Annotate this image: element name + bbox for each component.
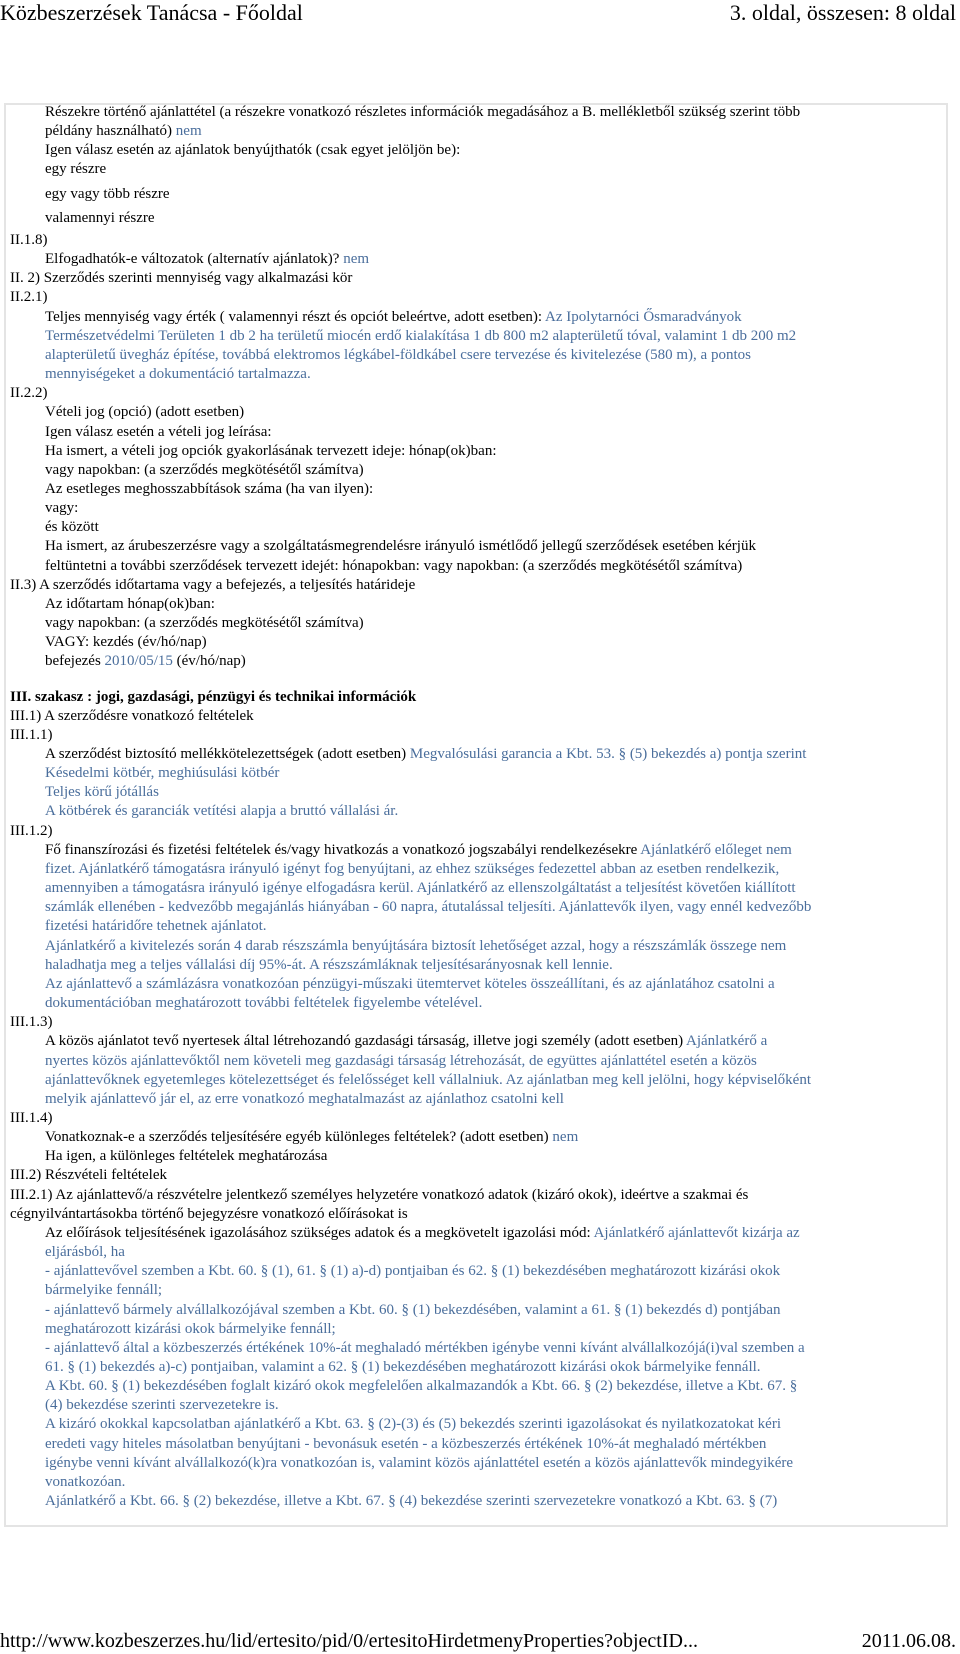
document-line [10,726,945,745]
line-value: fizetési határidőre tehetnek ajánlatot. [45,918,267,935]
line-text: egy részre [45,161,107,178]
document-line [10,783,945,802]
source-url: http://www.kozbeszerzes.hu/lid/ertesito/pid/0/ertesitoHirdetmenyProperties?objectID... [0,1630,698,1652]
line-text: valamennyi részre [45,209,155,226]
line-value: bármelyike fennáll; [45,1282,163,1299]
document-line [10,1454,945,1473]
line-value: Megvalósulási garancia a Kbt. 53. § (5) bekezdés a) pontja szerint [409,746,807,762]
document-line [10,1358,945,1377]
line-value: ajánlattevőknek egyetemleges kötelezettséget és felelősséget kell vállalniuk. Az ajánlatban meg kell jelölni, hogy képviselőként [45,1071,811,1088]
document-line [10,860,945,879]
print-date: 2011.06.08. [861,1630,956,1652]
document-line [10,576,945,595]
document-line [10,327,945,346]
document-line [10,1147,945,1166]
line-text: Fő finanszírozási és fizetési feltételek és/vagy hivatkozás a vonatkozó jogszabályi rendelkezésekre [45,841,641,858]
document-line [10,994,945,1013]
document-body [10,103,945,1511]
line-value: Ajánlatkérő ajánlattevőt kizárja az [593,1224,800,1241]
document-line [10,141,945,160]
document-line [10,1435,945,1454]
line-value: A kötbérek és garanciák vetítési alapja a bruttó vállalási ár. [45,803,399,820]
line-text: vagy napokban: (a szerződés megkötésétől számítva) [45,461,364,478]
document-line [10,707,945,726]
line-value: A kizáró okokkal kapcsolatban ajánlatkérő a Kbt. 63. § (2)-(3) és (5) bekezdés szerinti igazolásokat és nyilatkozatokat kéri [45,1416,781,1433]
document-line [10,185,945,204]
line-text: vagy napokban: (a szerződés megkötésétől számítva) [45,615,364,632]
document-line [10,308,945,327]
document-line [10,1492,945,1511]
document-line [10,1090,945,1109]
document-line [10,841,945,860]
document-line [10,595,945,614]
document-line [10,403,945,422]
document-line [10,1013,945,1032]
document-line [10,898,945,917]
line-value: eljárásból, ha [45,1244,125,1261]
line-value: alapterületű üvegház építése, továbbá elektromos légkábel-földkábel csere tervezése és kivitelezése (580 m), a pontos [45,346,751,363]
line-text: Ha ismert, az árubeszerzésre vagy a szolgáltatásmegrendelésre irányuló ismétlődő jellegű szerződések esetében kérjük [45,538,756,555]
document-line [10,1377,945,1396]
line-text: III.1) A szerződésre vonatkozó feltételek [10,707,254,724]
line-text: Teljes mennyiség vagy érték ( valamennyi részt és opciót beleértve, adott esetben): [45,308,546,325]
document-line [10,1128,945,1147]
line-text: befejezés [45,653,105,670]
document-line [10,1281,945,1300]
line-value: Természetvédelmi Területen 1 db 2 ha területű miocén erdő kialakítása 1 db 800 m2 alapterületű tóval, valamint 1 db 200 m2 [45,327,797,344]
line-text: és között [45,519,99,536]
line-value: 61. § (1) bekezdés a)-c) pontjaiban, valamint a 62. § (1) bekezdésében meghatározott kizárási okok bármelyike fennáll. [45,1359,761,1375]
line-value: vonatkozóan. [45,1473,126,1490]
line-value: mennyiségeket a dokumentáció tartalmazza. [45,366,311,383]
document-line [10,103,945,122]
line-text: cégnyilvántartásokba történő bejegyzésre vonatkozó előírásokat is [10,1205,408,1222]
line-text: II.1.8) [10,231,48,248]
document-line [10,879,945,898]
line-text: A szerződést biztosító mellékkötelezettségek (adott esetben) [45,746,410,762]
document-line [10,1109,945,1128]
document-line [10,614,945,633]
line-text: Ha igen, a különleges feltételek meghatározása [45,1148,328,1165]
line-text: feltüntetni a további szerződések tervezett idejét: hónapokban: vagy napokban: (a szerződés megkötésétől számítva) [45,557,743,574]
line-value: igénybe venni kívánt alvállalkozó(k)ra vonatkozóan is, valamint közös ajánlattétel esetén a közös ajánlattevők mindegyikére [45,1454,794,1471]
line-value: 2010/05/15 [104,653,173,670]
line-text: III.1.1) [10,726,53,743]
document-line [10,822,945,841]
page-footer [0,1629,960,1654]
line-text-suffix: (év/hó/nap) [172,653,246,670]
document-line [10,1052,945,1071]
line-value: Ajánlatkérő a kivitelezés során 4 darab részszámla benyújtására biztosít lehetőséget azzal, hogy a részszámlák összege nem [45,937,787,954]
line-text: III. szakasz : jogi, gazdasági, pénzügyi és technikai információk [10,688,417,705]
document-line [10,499,945,518]
document-line [10,518,945,537]
line-text: II.2.1) [10,289,48,306]
line-value: Ajánlatkérő a Kbt. 66. § (2) bekezdése, illetve a Kbt. 67. § (4) bekezdése szerinti szervezetekre vonatkozó a Kbt. 63. § (7) [45,1493,778,1510]
document-line [10,1415,945,1434]
line-value: nem [552,1129,579,1146]
line-value: (4) bekezdése szerinti szervezetekre is. [45,1397,279,1414]
line-value: dokumentációban meghatározott további feltételek figyelembe vételével. [45,995,483,1012]
line-text: Az esetleges meghosszabbítások száma (ha van ilyen): [45,480,374,497]
document-line [10,423,945,442]
line-value: nem [175,123,202,140]
document-line [10,975,945,994]
line-text: egy vagy több részre [45,185,170,202]
document-line [10,1262,945,1281]
document-line [10,557,945,576]
line-text: Részekre történő ajánlattétel (a részekre vonatkozó részletes információk megadásához a B. mellékletből szükség szerint több [45,104,801,120]
document-line [10,365,945,384]
line-text: III.2.1) Az ajánlattevő/a részvételre jelentkező személyes helyzetére vonatkozó adatok (kizáró okok), ideértve a szakmai és [10,1186,749,1203]
line-text: VAGY: kezdés (év/hó/nap) [45,634,207,651]
document-line [10,209,945,228]
line-text: Vonatkoznak-e a szerződés teljesítésére egyéb különleges feltételek? (adott esetben) [45,1129,553,1146]
line-text: II.3) A szerződés időtartama vagy a befejezés, a teljesítés határideje [10,576,416,593]
line-value: számlák ellenében - kedvezőbb megajánlás hiányában - 60 napra, átutalással teljesíti. Ajánlattevők ilyen, vagy ennél kedvezőbb [45,899,812,916]
document-line [10,346,945,365]
document-line [10,1301,945,1320]
line-value: nyertes közös ajánlattevőktől nem követeli meg gazdasági társaság létrehozását, de együttes ajánlattétel esetén a közös [45,1052,757,1069]
line-value: eredeti vagy hiteles másolatban benyújtani - bevonásuk esetén - a közbeszerzés értékének 10%-át meghaladó mértékben [45,1435,767,1452]
document-line [10,688,945,707]
line-value: A Kbt. 60. § (1) bekezdésében foglalt kizáró okok megfelelően alkalmazandók a Kbt. 66. § (2) bekezdése, illetve a Kbt. 67. § [45,1378,798,1395]
document-line [10,1473,945,1492]
document-line [10,250,945,269]
document-line [10,442,945,461]
document-line [10,1071,945,1090]
line-text: példány használható) [45,123,176,140]
line-text: A közös ajánlatot tevő nyertesek által létrehozandó gazdasági társaság, illetve jogi személy (adott esetben) [45,1033,687,1050]
document-line [10,1205,945,1224]
document-line [10,461,945,480]
document-line [10,802,945,821]
page-title: Közbeszerzések Tanácsa - Főoldal [0,0,303,25]
line-text: III.1.3) [10,1014,53,1031]
line-value: - ajánlattevő bármely alvállalkozójával szemben a Kbt. 60. § (1) bekezdésében, valamint a 61. § (1) bekezdés d) pontjában [45,1301,781,1318]
document-line [10,288,945,307]
line-value: nem [343,251,370,268]
line-value: meghatározott kizárási okok bármelyike fennáll; [45,1320,336,1337]
line-text: III.1.2) [10,822,53,839]
document-line [10,384,945,403]
document-line [10,1166,945,1185]
line-value: haladhatja meg a teljes vállalási díj 95%-át. A részszámláknak teljesítésarányosnak kell lennie. [45,956,613,973]
line-value: fizet. Ajánlatkérő támogatásra irányuló igényt fog benyújtani, az ehhez szükséges fedezettel abban az esetben rendelkezik, [45,860,780,877]
document-line [10,1396,945,1415]
document-line [10,537,945,556]
line-text: Ha ismert, a vételi jog opciók gyakorlásának tervezett ideje: hónap(ok)ban: [45,442,497,459]
line-value: - ajánlattevővel szemben a Kbt. 60. § (1), 61. § (1) a)-d) pontjaiban és 62. § (1) bekezdésében meghatározott kizárási okok [45,1263,781,1280]
document-line [10,160,945,179]
document-line [10,937,945,956]
line-value: Késedelmi kötbér, meghiúsulási kötbér [45,765,280,782]
line-text: III.1.4) [10,1109,53,1126]
line-text: II.2.2) [10,385,48,402]
line-value: Ajánlatkérő előleget nem [640,841,792,858]
document-line [10,1032,945,1051]
line-text: Igen válasz esetén a vételi jog leírása: [45,423,272,440]
line-value: Teljes körű jótállás [45,784,159,801]
page-header [0,0,960,32]
line-value: Az Ipolytarnóci Ősmaradványok [545,308,742,325]
document-line [10,633,945,652]
document-line [10,1243,945,1262]
line-value: Ajánlatkérő a [686,1033,768,1050]
line-text: II. 2) Szerződés szerinti mennyiség vagy alkalmazási kör [10,270,353,287]
document-line [10,1186,945,1205]
document-line [10,231,945,250]
document-line [10,917,945,936]
document-line [10,652,945,671]
line-text: Vételi jog (opció) (adott esetben) [45,404,245,421]
line-value: Az ajánlattevő a számlázásra vonatkozóan pénzügyi-műszaki ütemtervet köteles összeállítani, és az ajánlatához csatolni a [45,975,775,992]
document-line [10,1224,945,1243]
document-line [10,122,945,141]
document-line [10,764,945,783]
document-line [10,480,945,499]
document-line [10,1339,945,1358]
line-text: III.2) Részvételi feltételek [10,1167,168,1184]
document-line [10,956,945,975]
document-line [10,269,945,288]
line-text: Az időtartam hónap(ok)ban: [45,595,215,612]
document-line [10,1320,945,1339]
line-text: Az előírások teljesítésének igazolásához szükséges adatok és a megkövetelt igazolási mód: [45,1224,594,1241]
line-value: melyik ajánlattevő jár el, az erre vonatkozó meghatalmazást az ajánlathoz csatolni kell [45,1090,564,1107]
line-text: Igen válasz esetén az ajánlatok benyújthatók (csak egyet jelöljön be): [45,142,461,159]
document-line [10,745,945,764]
line-value: - ajánlattevő által a közbeszerzés értékének 10%-át meghaladó mértékben igénybe venni kívánt alvállalkozójá(i)val szemben a [45,1339,805,1356]
line-value: amennyiben a támogatásra irányuló igénye elfogadásra kerül. Ajánlatkérő az ellenszolgáltatást a teljesítést követően kiállított [45,880,796,897]
page-counter: 3. oldal, összesen: 8 oldal [729,0,956,25]
line-text: Elfogadhatók-e változatok (alternatív ajánlatok)? [45,251,344,268]
line-text: vagy: [45,500,79,517]
